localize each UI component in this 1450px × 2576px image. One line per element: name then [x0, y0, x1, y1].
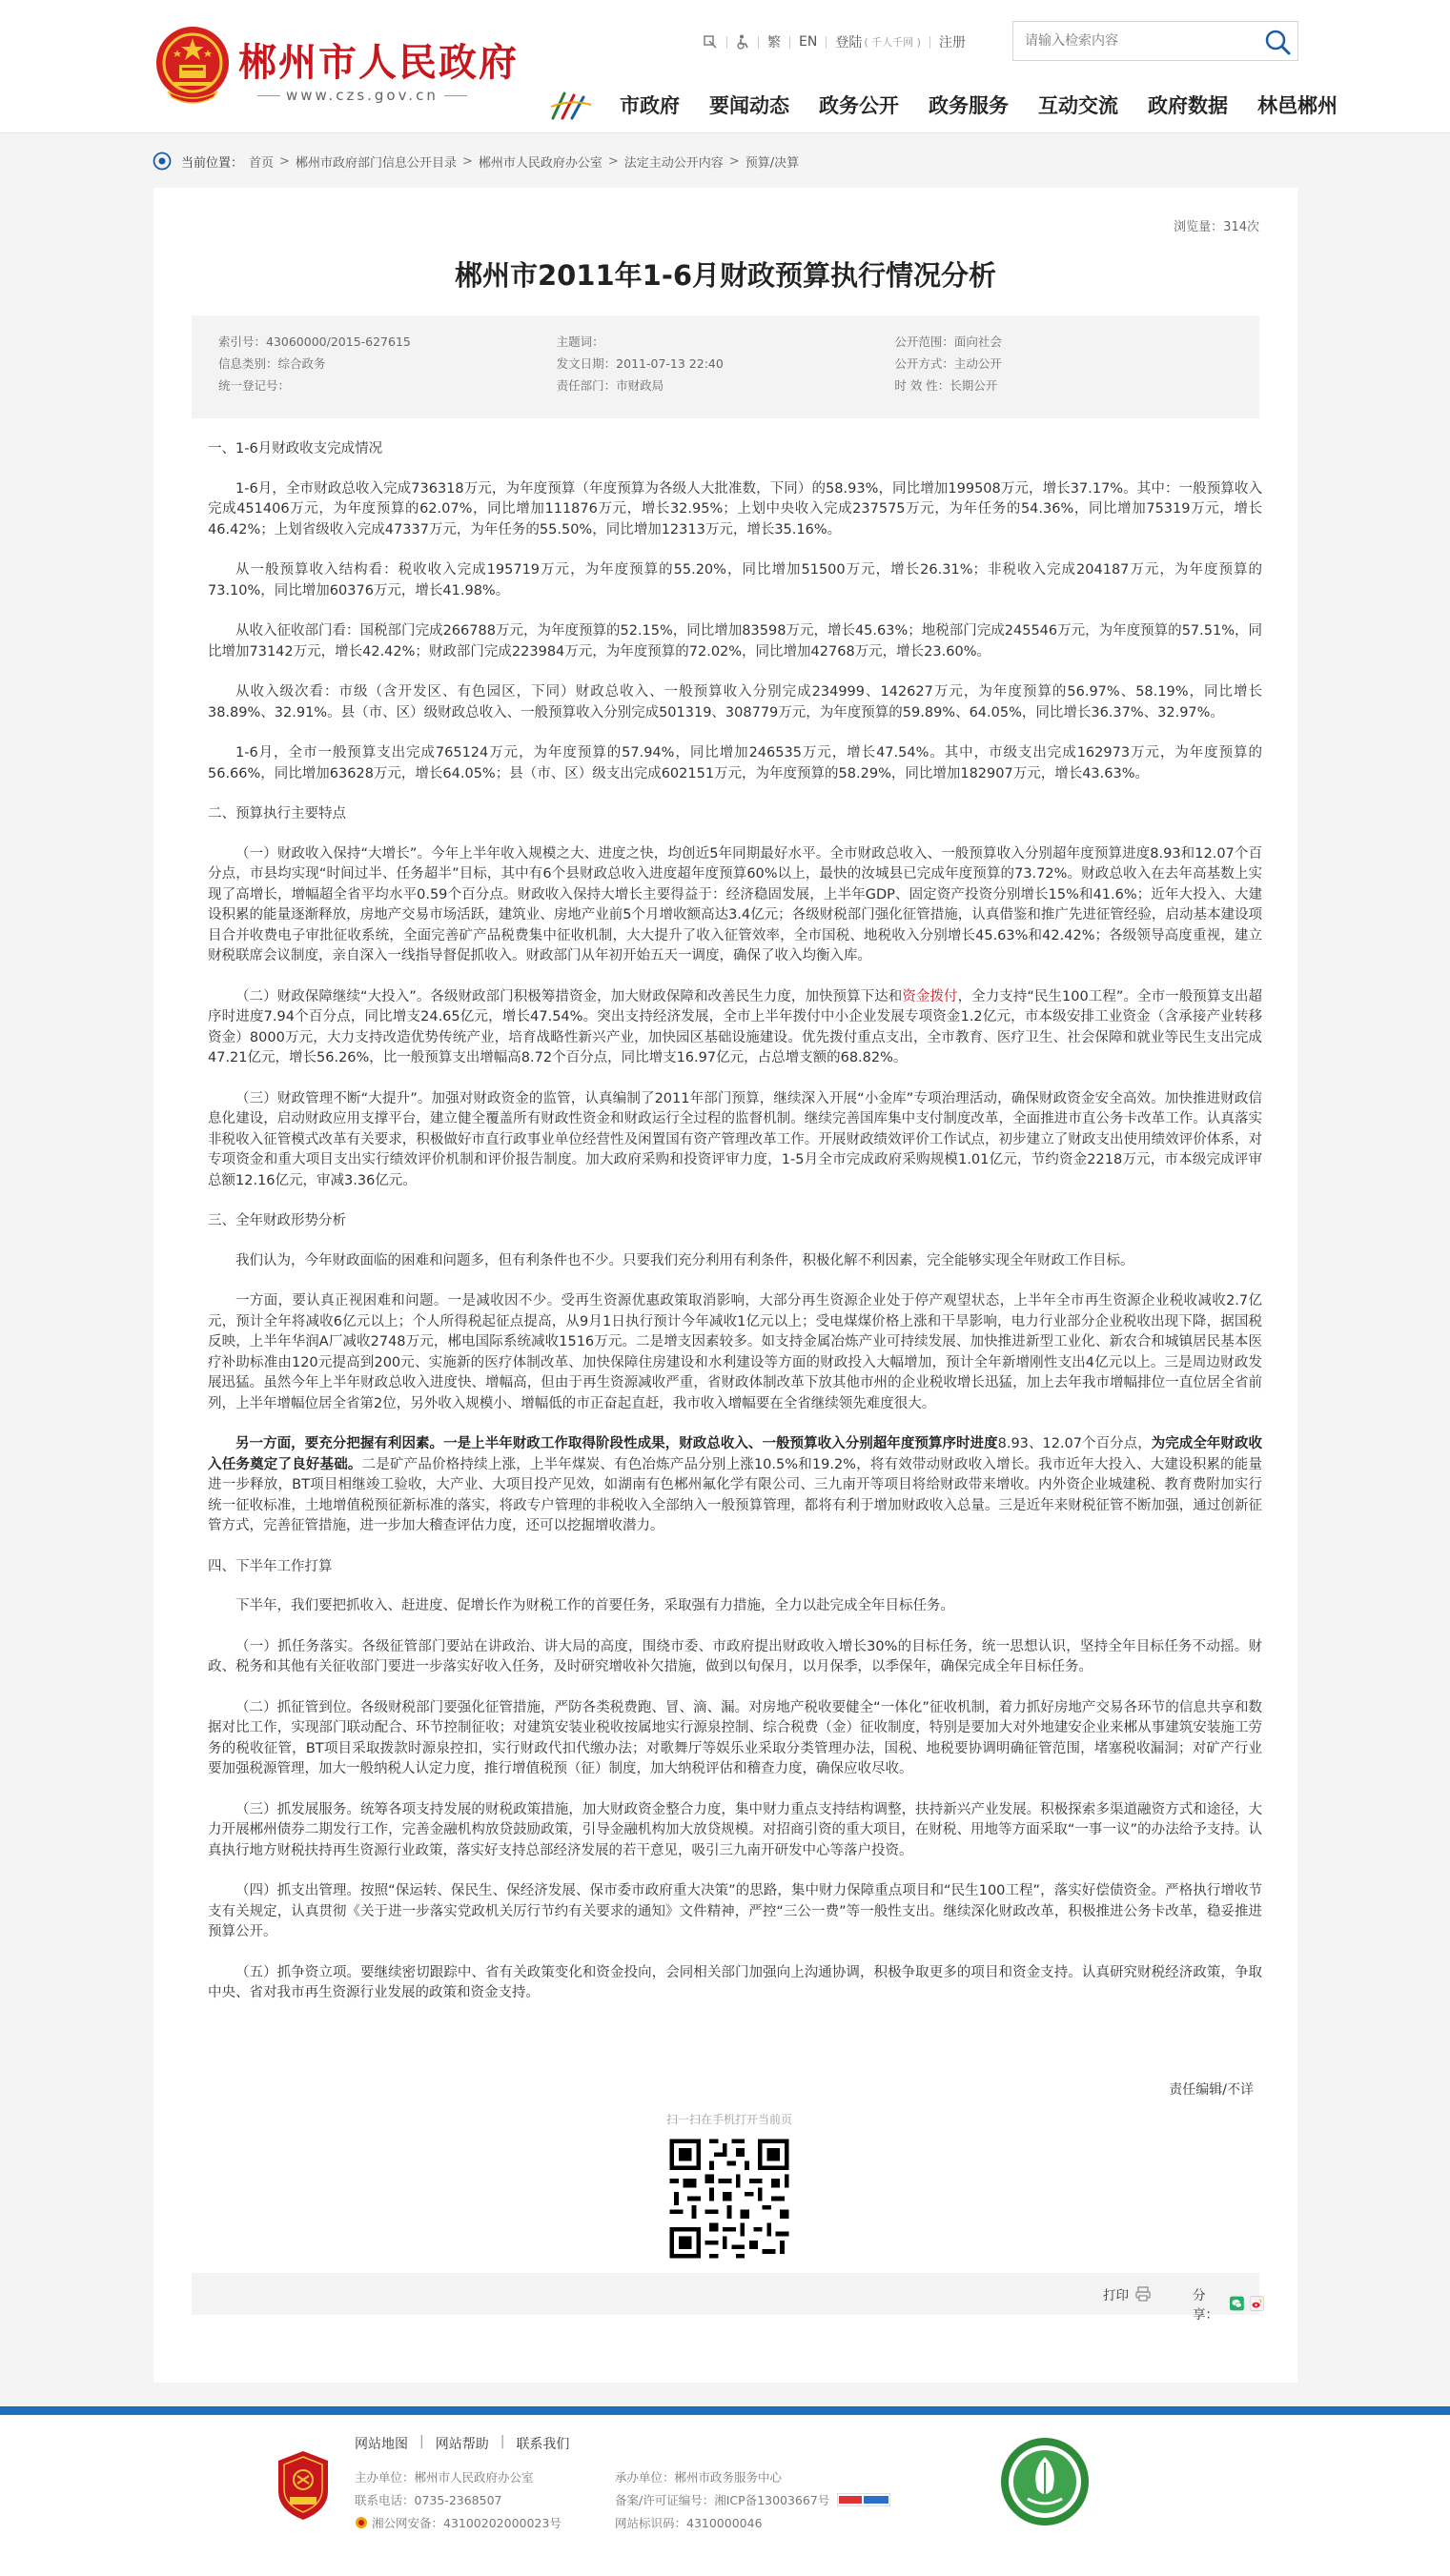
meta-category: 信息类别：综合政务 — [218, 356, 326, 371]
paragraph — [208, 1434, 1262, 1537]
printer-icon — [1134, 2285, 1152, 2302]
paragraph-text: 二是矿产品价格持续上涨，上半年煤炭、有色冶炼产品分别上涨10.5%和19.2%，将有效带动财政收入增长。我市近年大投入、大建设积累的能量进一步释放，BT项目相继竣工验收，大产业、大项目投产见效，如湖南有色郴州氟化学有限公司、三九南开等项目将给财政带来增收。内外资企业城建税、教育费附加实行统一征收标准，土地增值税预征新标准的落实，将政专户管理的非税收入全部纳入一般预算管理，都将有利于增加财政收入总量。三是近年来财税征管不断加强，通过创新征管方式，完善征管措施，进一步加大稽查评估力度，还可以挖掘增收潜力。 — [208, 1456, 1263, 1533]
national-emblem-icon — [154, 25, 231, 105]
footer-police-row — [355, 2514, 562, 2531]
article-actions — [192, 2273, 1259, 2322]
meta-index-no: 索引号：43060000/2015-627615 — [218, 335, 411, 349]
login-note: ( 千人千网 ) — [864, 36, 921, 49]
search-icon[interactable] — [1263, 28, 1292, 56]
paragraph-text: （二）财政保障继续“大投入”。各级财政部门积极筹措资金，加大财政保障和改善民生力度，加快预算下达和 — [235, 988, 903, 1004]
nav-item-news[interactable]: 要闻动态 — [709, 94, 789, 117]
footer-link-sitemap[interactable]: 网站地图 — [355, 2437, 408, 2452]
meta-method: 公开方式：主动公开 — [894, 356, 1002, 371]
screen-reader-icon — [703, 34, 718, 50]
share-label: 分享： — [1193, 2288, 1218, 2322]
paragraph-text: ，全力支持“民生100工程”。全市一般预算支出超序时进度7.94个百分点，同比增支24.65亿元，增长47.54%。突出支持经济发展，全市上半年拨付中小企业发展专项资金1.2亿元，市本级安排工业资金（含承接产业转移资金）8000万元，大力支持改造优势传统产业，培育战略性新兴产业，加快园区基础设施建设。优先拨付重点支出，全市教育、医疗卫生、社会保障和就业等民生支出完成47.21亿元，增长56.26%，比一般预算支出增幅高8.72个百分点，同比增支16.97亿元，占总增支额的68.82%。 — [208, 988, 1262, 1065]
breadcrumb-item-office[interactable]: 郴州市人民政府办公室 — [478, 155, 602, 171]
section-heading: 二、预算执行主要特点 — [208, 806, 346, 821]
bold-text: 另一方面，要充分把握有利因素。一是上半年财政工作取得阶段性成果，财政总收入、一般预算收入分别超年度预算序时进度 — [235, 1436, 998, 1451]
paragraph-text: 8.93、12.07个百分点， — [997, 1436, 1152, 1451]
print-label: 打印 — [1103, 2288, 1129, 2303]
site-name[interactable]: 郴州市人民政府 — [238, 40, 519, 85]
breadcrumb — [153, 150, 799, 172]
paragraph: （三）抓发展服务。统筹各项支持发展的财税政策措施，加大财政资金整合力度，集中财力重点支持结构调整，扶持新兴产业发展。积极探索多渠道融资方式和途径，大力开展郴州债券二期发行工作，完善金融机构放贷鼓励政策，引导金融机构加大放贷规模。对招商引资的重大项目，在财税、用地等方面采取“一事一议”的办法给予支持。认真执行地方财税扶持再生资源行业政策，落实好支持总部经济发展的若干意见，吸引三九南开研发中心等落户投资。 — [208, 1801, 1262, 1858]
breadcrumb-item-catalog[interactable]: 郴州市政府部门信息公开目录 — [295, 155, 457, 171]
civilized-city-badge-icon[interactable] — [999, 2436, 1091, 2527]
nav-item-gov-services[interactable]: 政务服务 — [929, 94, 1009, 117]
section-heading: 三、全年财政形势分析 — [208, 1213, 346, 1228]
paragraph: 1-6月，全市财政总收入完成736318万元，为年度预算（年度预算为各级人大批准数，下同）的58.93%，同比增加199508万元，增长37.17%。其中：一般预算收入完成451406万元，为年度预算的62.07%，同比增加111876万元，增长32.95%；上划中央收入完成237575万元，为年任务的54.36%，同比增加75319万元，增长46.42%；上划省级收入完成47337万元，为年任务的55.50%，同比增加12313万元，增长35.16%。 — [208, 480, 1262, 538]
breadcrumb-separator: > — [728, 153, 740, 169]
meta-validity: 时 效 性：长期公开 — [894, 378, 998, 393]
site-footer — [0, 2415, 1450, 2576]
qr-code-icon — [665, 2135, 793, 2262]
nav-item-public-affairs[interactable]: 政务公开 — [819, 94, 899, 117]
paragraph: 我们认为，今年财政面临的困难和问题多，但有利条件也不少。只要我们充分利用有利条件，积极化解不利因素，完全能够实现全年财政工作目标。 — [235, 1252, 1134, 1268]
footer-organizer: 承办单位：郴州市政务服务中心 — [615, 2470, 783, 2485]
view-count: 浏览量：314次 — [1174, 220, 1259, 234]
meta-code: 统一登记号： — [218, 378, 291, 393]
paragraph — [208, 987, 1262, 1069]
footer-icp[interactable]: 备案/许可证编号：湘ICP备13003667号 — [615, 2493, 830, 2507]
accessibility-icon-link[interactable] — [694, 34, 726, 50]
footer-police[interactable]: 湘公网安备：43100202000023号 — [372, 2516, 562, 2530]
party-gov-badge-icon[interactable] — [275, 2449, 332, 2522]
highlighted-keyword: 资金拨付 — [902, 988, 958, 1004]
section-heading: 四、下半年工作打算 — [208, 1558, 333, 1574]
footer-divider — [0, 2406, 1450, 2415]
cnnic-badge-icon[interactable] — [837, 2493, 890, 2506]
meta-dept: 责任部门：市财政局 — [556, 378, 664, 393]
bold-text: 为完成全年财政收入任务奠定了良好基础。 — [208, 1436, 1263, 1472]
footer-phone: 联系电话：0735-2368507 — [355, 2493, 502, 2507]
footer-sponsor: 主办单位：郴州市人民政府办公室 — [355, 2470, 534, 2485]
paragraph: （三）财政管理不断“大提升”。加强对财政资金的监管，认真编制了2011年部门预算，继续深入开展“小金库”专项治理活动，确保财政资金安全高效。加快推进财政信息化建设，启动财政应用支撑平台，建立健全覆盖所有财政性资金和财政运行全过程的监督机制。继续完善国库集中支付制度改革，全面推进市直公务卡改革工作。认真落实非税收入征管模式改革有关要求，积极做好市直行政事业单位经营性及闲置国有资产管理改革工作。开展财政绩效评价工作试点，初步建立了财政支出使用绩效评价体系，对专项资金和重大项目支出实行绩效评价机制和评价报告制度。加大政府采购和投资评审力度，1-5月全市完成政府采购规模1.01亿元，节约资金2218万元，市本级完成评审总额12.16亿元，审减3.36亿元。 — [208, 1090, 1262, 1188]
footer-icp-row — [615, 2491, 890, 2508]
print-button[interactable] — [1103, 2284, 1152, 2303]
paragraph: 从一般预算收入结构看：税收收入完成195719万元，为年度预算的55.20%，同比增加51500万元，增长26.31%；非税收入完成204187万元，为年度预算的73.10%，同比增加60376万元，增长41.98%。 — [208, 562, 1262, 598]
nav-item-city-government[interactable]: 市政府 — [620, 94, 680, 117]
location-icon — [153, 152, 172, 171]
breadcrumb-separator: > — [461, 153, 473, 169]
meta-subject: 主题词： — [556, 335, 604, 349]
nav-item-linyi-chenzhou[interactable]: 林邑郴州 — [1257, 94, 1338, 117]
search-box — [1012, 21, 1298, 61]
paragraph: 从收入级次看：市级（含开发区、有色园区，下同）财政总收入、一般预算收入分别完成234999、142627万元，为年度预算的56.97%、58.19%，同比增长38.89%、32.91%。县（市、区）级财政总收入、一般预算收入分别完成501319、308779万元，为年度预算的59.89%、64.05%，同比增长36.37%、32.97%。 — [208, 684, 1262, 720]
nav-decoration-icon — [547, 86, 595, 124]
register-link[interactable]: 注册 — [938, 35, 966, 51]
article-meta — [192, 315, 1259, 418]
paragraph: 1-6月，全市一般预算支出完成765124万元，为年度预算的57.94%，同比增加246535万元，增长47.54%。其中，市级支出完成162973万元，为年度预算的56.66%，同比增加63628万元，增长64.05%；县（市、区）级支出完成602151万元，为年度预算的58.29%，同比增加182907万元，增长43.63%。 — [208, 745, 1262, 781]
paragraph: （一）财政收入保持“大增长”。今年上半年收入规模之大、进度之快，均创近5年同期最好水平。全市财政总收入、一般预算收入分别超年度预算进度8.93和12.07个百分点，市县均实现“时间过半、任务超半”目标，其中有6个县财政总收入进度超年度预算60%以上，最快的汝城县已完成年度预算的73.72%。财政总收入在去年高基数上实现了高增长，增幅超全省平均水平0.59个百分点。财政收入保持大增长主要得益于：经济稳固发展，上半年GDP、固定资产投资分别增长15%和41.6%；近年大投入、大建设积累的能量逐渐释放，房地产交易市场活跃，建筑业、房地产业前5个月增收额高达3.4亿元；各级财税部门强化征管措施，认真借鉴和推广先进征管经验，启动基本建设项目合并收费电子审批征收系统，全面完善矿产品税费集中征收机制，大大提升了收入征管效率，全市国税、地税收入分别增长45.63%和42.42%；各级领导高度重视，建立财税联席会议制度，亲自深入一线指导督促抓收入。财政部门从年初开始五天一调度，确保了收入均衡入库。 — [208, 845, 1262, 963]
elderly-mode-link[interactable] — [727, 34, 758, 50]
breadcrumb-item-statutory[interactable]: 法定主动公开内容 — [623, 155, 724, 171]
wechat-icon[interactable] — [1230, 2295, 1244, 2312]
paragraph: （五）抓争资立项。要继续密切跟踪中、省有关政策变化和资金投向，会同相关部门加强向上沟通协调，积极争取更多的项目和资金支持。认真研究财税经济政策，争取中央、省对我市再生资源行业发展的政策和资金支持。 — [208, 1964, 1262, 2000]
paragraph: 下半年，我们要把抓收入、赶进度、促增长作为财税工作的首要任务，采取强有力措施，全力以赴完成全年目标任务。 — [235, 1598, 954, 1613]
page-title: 郴州市2011年1-6月财政预算执行情况分析 — [454, 259, 997, 292]
weibo-icon[interactable] — [1250, 2295, 1264, 2312]
share-section — [1193, 2284, 1264, 2322]
divider: | — [500, 2434, 505, 2449]
meta-scope: 公开范围：面向社会 — [894, 335, 1002, 349]
site-domain: www.czs.gov.cn — [252, 87, 473, 104]
site-header — [0, 0, 1450, 133]
nav-item-interaction[interactable]: 互动交流 — [1038, 94, 1118, 117]
breadcrumb-item-budget[interactable]: 预算/决算 — [745, 155, 800, 171]
footer-link-contact[interactable]: 联系我们 — [516, 2437, 570, 2452]
nav-item-gov-data[interactable]: 政府数据 — [1148, 94, 1228, 117]
search-input[interactable] — [1013, 22, 1242, 60]
qr-label: 扫一扫在手机打开当前页 — [665, 2113, 792, 2126]
meta-row — [218, 376, 1233, 398]
english-link[interactable]: EN — [799, 34, 818, 50]
meta-row — [218, 333, 1233, 355]
qr-section — [663, 2111, 796, 2266]
paragraph: 一方面，要认真正视困难和问题。一是减收因不少。受再生资源优惠政策取消影响，大部分再生资源企业处于停产观望状态，上半年全市再生资源企业税收减收2.7亿元，预计全年将减收6亿元以上；个人所得税起征点提高，从9月1日执行预计今年减收1亿元以上；受电煤煤价格上涨和干旱影响，电力行业部分企业税收出现下降，据国税反映，上半年华润A厂减收2748万元，郴电国际系统减收1516万元。二是增支因素较多。如支持金属冶炼产业可持续发展、加快推进新型工业化、新农合和城镇居民基本医疗补助标准由120元提高到200元、实施新的医疗体制改革、加快保障住房建设和水利建设等方面的财政投入大幅增加，预计全年新增刚性支出4亿元以上。三是周边财政发展迅猛。虽然今年上半年财政总收入进度快、增幅高，但由于再生资源减收严重，省财政体制改革下放其他市州的企业税收增长迅猛，加上去年我市增幅排位一直位居全省前列，上半年增幅位居全省第2位，另外收入规模小、增幅低的市正奋起直赶，我市收入增幅要在全省继续领先难度很大。 — [208, 1293, 1262, 1411]
article-card — [153, 188, 1297, 2383]
breadcrumb-separator: > — [279, 153, 290, 169]
top-toolbar — [694, 30, 974, 53]
divider: | — [419, 2434, 424, 2449]
footer-site-code: 网站标识码：4310000046 — [615, 2516, 763, 2530]
section-heading: 一、1-6月财政收支完成情况 — [208, 441, 383, 456]
paragraph: （四）抓支出管理。按照“保运转、保民生、保经济发展、保市委市政府重大决策”的思路，集中财力保障重点项目和“民生100工程”，落实好偿债资金。严格执行增收节支有关规定，认真贯彻《关于进一步落实党政机关厉行节约有关要求的通知》文件精神，严控“三公一费”等一般性支出。继续深化财政改革，积极推进公务卡改革，稳妥推进预算公开。 — [208, 1883, 1262, 1939]
breadcrumb-separator: > — [607, 153, 619, 169]
paragraph: 从收入征收部门看：国税部门完成266788万元，为年度预算的52.15%，同比增加83598万元，增长45.63%；地税部门完成245546万元，为年度预算的57.51%，同比增加73142万元，增长42.42%；财政部门完成223984万元，为年度预算的72.02%，同比增加42768万元，增长23.60%。 — [208, 623, 1262, 659]
paragraph: （一）抓任务落实。各级征管部门要站在讲政治、讲大局的高度，围绕市委、市政府提出财政收入增长30%的目标任务，统一思想认识，坚持全年目标任务不动摇。财政、税务和其他有关征收部门要进一步落实好收入任务，及时研究增收补欠措施，做到以旬保月，以月保季，以季保年，确保完成全年目标任务。 — [208, 1638, 1262, 1674]
meta-row — [218, 355, 1233, 376]
paragraph: （二）抓征管到位。各级财税部门要强化征管措施，严防各类税费跑、冒、滴、漏。对房地产税收要健全“一体化”征收机制，着力抓好房地产交易各环节的信息共享和数据对比工作，实现部门联动配合、环节控制征收；对建筑安装业税收按属地实行源泉控制、综合税费（金）征收制度，特别是要加大对外地建安企业来郴从事建筑安装施工劳务的税收征管，BT项目采取拨款时源泉控扣，实行财政代扣代缴办法；对歌舞厅等娱乐业采取分类管理办法，国税、地税要协调明确征管范围，堵塞税收漏洞；对矿产行业要加强税源管理，加大一般纳税人认定力度，推行增值税预（征）制度，加大纳税评估和稽查力度，确保应收尽收。 — [208, 1699, 1262, 1776]
footer-link-help[interactable]: 网站帮助 — [435, 2437, 489, 2452]
login-label: 登陆 — [835, 35, 863, 51]
traditional-chinese-link[interactable]: 繁 — [767, 35, 781, 51]
meta-date: 发文日期：2011-07-13 22:40 — [556, 356, 724, 371]
breadcrumb-item-home[interactable]: 首页 — [249, 155, 275, 171]
login-link[interactable] — [827, 32, 929, 51]
main-nav — [620, 91, 1338, 119]
article-body — [208, 439, 1262, 2024]
footer-links — [355, 2434, 569, 2453]
responsible-editor: 责任编辑/不详 — [1169, 2082, 1254, 2098]
wheelchair-icon — [736, 34, 749, 50]
police-badge-icon — [355, 2516, 368, 2529]
breadcrumb-label: 当前位置： — [181, 155, 244, 171]
